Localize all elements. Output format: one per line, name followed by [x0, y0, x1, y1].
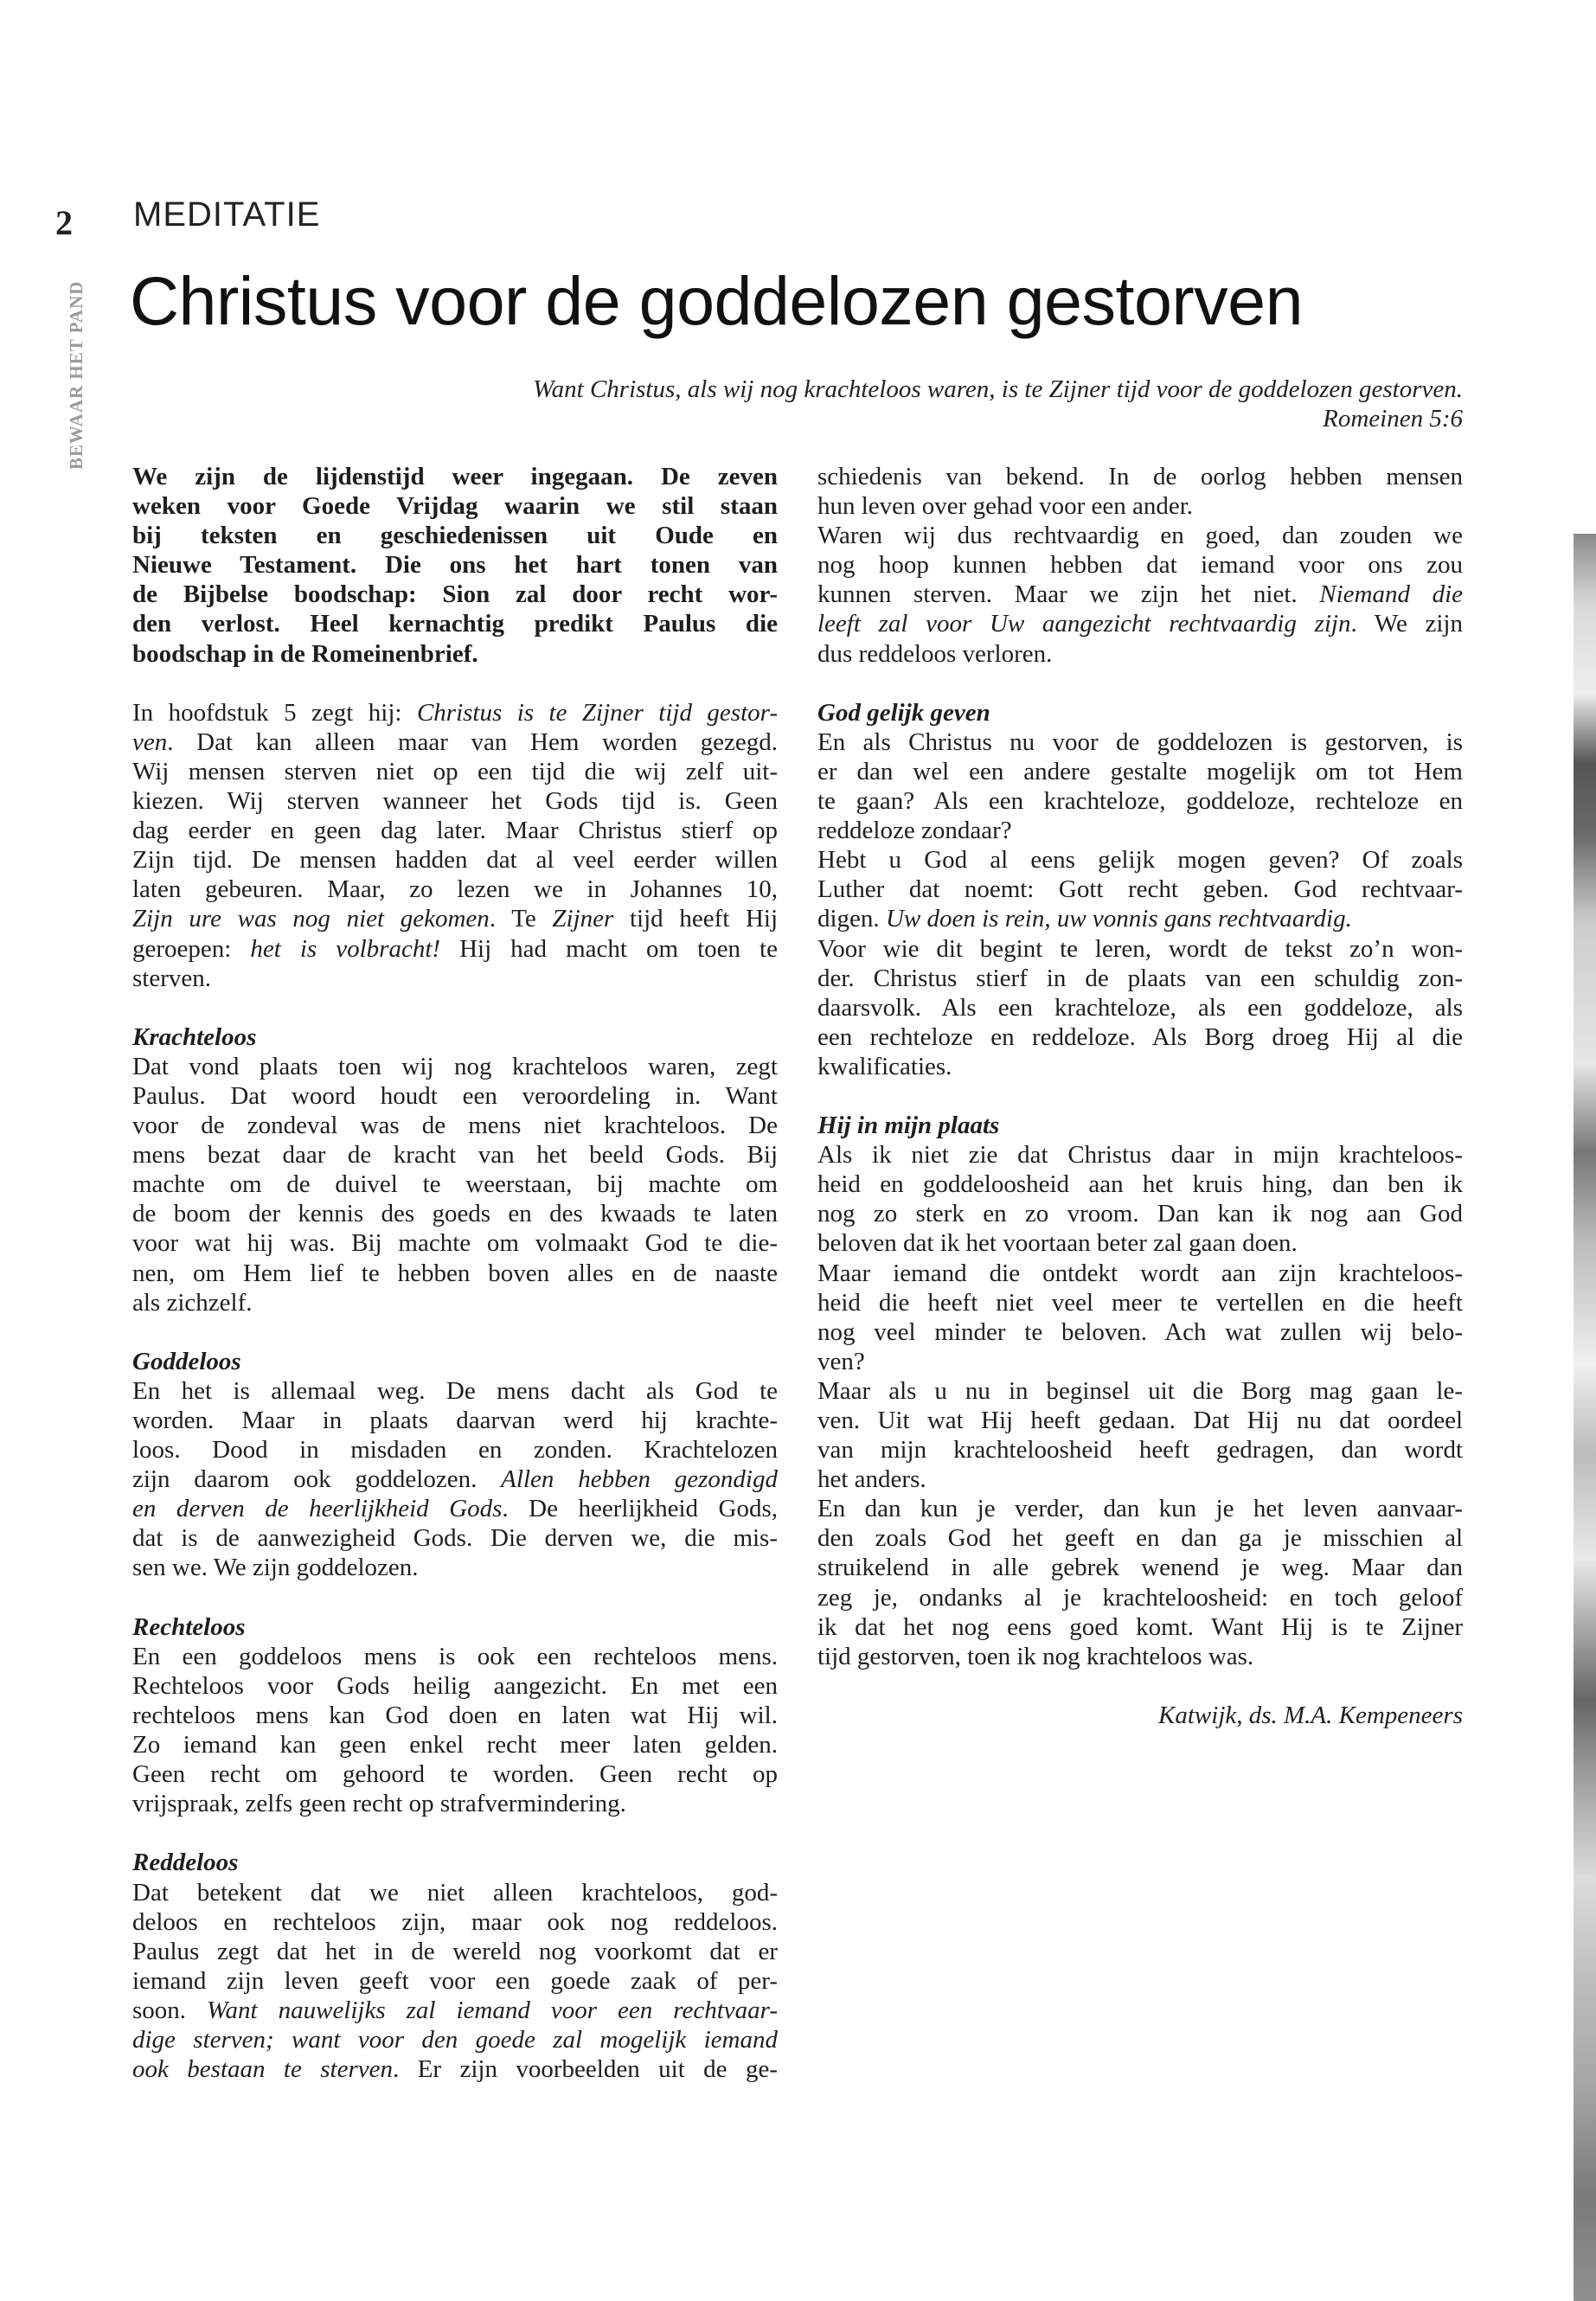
lead-paragraph [132, 462, 778, 669]
text-line: daarsvolk. Als een krachteloze, als een goddeloze, als [817, 993, 1463, 1022]
text-line: Zijn tijd. De mensen hadden dat al veel eerder willen [132, 846, 778, 875]
text-line: Geen recht om gehoord te worden. Geen recht op [132, 1760, 778, 1789]
text-line: weken voor Goede Vrijdag waarin we stil staan [132, 492, 778, 521]
text-line: den zoals God het geeft en dan ga je misschien al [817, 1524, 1463, 1553]
italic-quote: Want nauwelijks zal iemand voor een rechtvaar- [207, 1996, 778, 2024]
text-line [132, 2025, 778, 2054]
text-line: ven. Uit wat Hij heeft gedaan. Dat Hij nu dat oordeel [817, 1407, 1463, 1434]
paragraph [132, 1052, 778, 1317]
text-line [132, 727, 778, 757]
photo-edge-image [1574, 534, 1596, 2301]
text-line: als zichzelf. [132, 1288, 253, 1317]
text-line: nog veel minder te beloven. Ach wat zullen wij belo- [817, 1317, 1463, 1346]
text-line: En dan kun je verder, dan kun je het leven aanvaar- [817, 1495, 1463, 1523]
text-line: boodschap in de Romeinenbrief. [132, 639, 478, 668]
left-column [132, 462, 778, 2113]
text-line: Nieuwe Testament. Die ons het hart tonen van [132, 551, 778, 580]
paragraph [132, 698, 778, 993]
article-section [132, 1612, 778, 1819]
epigraph-reference: Romeinen 5:6 [1323, 405, 1463, 433]
text-line: kwalificaties. [817, 1052, 952, 1080]
paragraph [817, 1376, 1463, 1494]
text-line: heid en goddeloosheid aan het kruis hing, dan ben ik [817, 1170, 1463, 1199]
text-line: rechteloos mens kan God doen en laten wat Hij wil. [132, 1701, 778, 1729]
text-line: te gaan? Als een krachteloze, goddeloze, rechteloze en [817, 787, 1463, 816]
italic-quote: dige sterven; want voor den goede zal mogelijk iemand [132, 2025, 778, 2054]
paragraph [817, 727, 1463, 845]
text-line [132, 904, 778, 933]
text-line: dag eerder en geen dag later. Maar Christus stierf op [132, 817, 778, 845]
text-line [817, 904, 1463, 933]
text-line: Luther dat noemt: Gott recht geben. God rechtvaar- [817, 875, 1463, 904]
text-line: beloven dat ik het voortaan beter zal gaan doen. [817, 1229, 1298, 1258]
text-line: nen, om Hem lief te hebben boven alles en de naaste [132, 1259, 778, 1287]
text-line: van mijn krachteloosheid heeft gedragen, dan wordt [817, 1436, 1463, 1465]
text-run: digen. [817, 905, 886, 933]
text-line: machte om de duivel te weerstaan, bij machte om [132, 1170, 778, 1199]
text-line [817, 580, 1463, 609]
paragraph [817, 1494, 1463, 1671]
text-line: laten gebeuren. Maar, zo lezen we in Johannes 10, [132, 875, 778, 904]
section-heading: Krachteloos [132, 1022, 257, 1051]
text-line: ven? [817, 1347, 865, 1375]
text-line: mens bezat daar de kracht van het beeld Gods. Bij [132, 1141, 778, 1170]
article-section [132, 698, 778, 993]
text-line: zeg je, ondanks al je krachteloosheid: en toch geloof [817, 1583, 1463, 1612]
text-line: Dat vond plaats toen wij nog krachteloos waren, zegt [132, 1052, 778, 1080]
article-section [132, 1347, 778, 1583]
text-run: soon. [132, 1996, 208, 2024]
text-run: . Te [489, 905, 553, 933]
italic-quote: en derven de heerlijkheid Gods [132, 1495, 503, 1523]
paragraph [817, 1140, 1463, 1258]
text-line [817, 609, 1463, 638]
text-run: In hoofdstuk 5 zegt hij: [132, 698, 417, 727]
text-line: vrijspraak, zelfs geen recht op strafvermindering. [132, 1790, 626, 1818]
text-line: sen we. We zijn goddelozen. [132, 1554, 419, 1582]
article-section [817, 462, 1463, 669]
paragraph [817, 934, 1463, 1081]
text-line: dus reddeloos verloren. [817, 639, 1053, 668]
italic-quote: Zijner [552, 905, 614, 933]
text-line: reddeloze zondaar? [817, 817, 1012, 845]
text-run: . Er zijn voorbeelden uit de ge- [393, 2055, 779, 2084]
text-run: . De heerlijkheid Gods, [502, 1495, 778, 1523]
text-line: een rechteloze en reddeloze. Als Borg droeg Hij al die [817, 1022, 1463, 1051]
text-line: voor de zondeval was de mens niet krachteloos. De [132, 1112, 778, 1140]
text-line: Maar als u nu in beginsel uit die Borg mag gaan le- [817, 1376, 1463, 1405]
paragraph [132, 1642, 778, 1819]
section-label: MEDITATIE [133, 195, 321, 234]
text-line: worden. Maar in plaats daarvan werd hij krachte- [132, 1407, 778, 1434]
text-line: de Bijbelse boodschap: Sion zal door recht wor- [132, 580, 778, 609]
text-line: deloos en rechteloos zijn, maar ook nog reddeloos. [132, 1907, 778, 1936]
text-line [132, 2054, 778, 2084]
text-line: Waren wij dus rechtvaardig en goed, dan zouden we [817, 522, 1463, 550]
text-line: der. Christus stierf in de plaats van een schuldig zon- [817, 964, 1463, 992]
section-heading: Rechteloos [132, 1612, 246, 1641]
text-line: struikelend in alle gebrek wenend je weg. Maar dan [817, 1554, 1463, 1582]
text-line: ik dat het nog eens goed komt. Want Hij is te Zijner [817, 1612, 1463, 1641]
text-line: Als ik niet zie dat Christus daar in mijn krachteloos- [817, 1141, 1463, 1170]
section-heading: Goddeloos [132, 1347, 241, 1375]
text-line: Voor wie dit begint te leren, wordt de tekst zo’n won- [817, 934, 1463, 963]
epigraph [252, 375, 1463, 433]
italic-quote: Niemand die [1319, 580, 1463, 609]
text-run: . We zijn [1350, 610, 1463, 638]
text-line: loos. Dood in misdaden en zonden. Krachtelozen [132, 1436, 778, 1465]
right-column [817, 462, 1463, 1730]
italic-quote: ven [132, 727, 168, 756]
text-line: We zijn de lijdenstijd weer ingegaan. De zeven [132, 463, 778, 490]
italic-quote: leeft zal voor Uw aangezicht rechtvaardig zijn [817, 610, 1351, 638]
text-line: Dat betekent dat we niet alleen krachteloos, god- [132, 1878, 778, 1907]
text-line: Wij mensen sterven niet op een tijd die wij zelf uit- [132, 757, 778, 785]
article-section [817, 698, 1463, 1081]
text-line: voor wat hij was. Bij machte om volmaakt God te die- [132, 1229, 778, 1258]
text-line: er dan wel een andere gestalte mogelijk om tot Hem [817, 757, 1463, 785]
article-section [817, 1111, 1463, 1671]
text-line: Paulus. Dat woord houdt een veroordeling in. Want [132, 1081, 778, 1110]
page-number: 2 [55, 203, 73, 242]
italic-quote: Allen hebben gezondigd [501, 1465, 778, 1494]
text-run: . Dat kan alleen maar van Hem worden gezegd. [167, 727, 778, 756]
text-line: Paulus zegt dat het in de wereld nog voorkomt dat er [132, 1937, 778, 1965]
text-run: zijn daarom ook goddelozen. [132, 1465, 502, 1494]
article-title: Christus voor de goddelozen gestorven [130, 262, 1304, 339]
paragraph [132, 1878, 778, 2085]
text-line [132, 1996, 778, 2025]
text-line: tijd gestorven, toen ik nog krachteloos was. [817, 1642, 1254, 1670]
text-line: nog hoop kunnen hebben dat iemand voor ons zou [817, 551, 1463, 580]
epigraph-text: Want Christus, als wij nog krachteloos waren, is te Zijner tijd voor de goddelozen gestorven. [533, 375, 1463, 403]
text-run: tijd heeft Hij [613, 905, 778, 933]
text-line: heid die heeft niet veel meer te vertellen en die heeft [817, 1288, 1463, 1317]
text-line: schiedenis van bekend. In de oorlog hebben mensen [817, 463, 1463, 490]
text-line: En als Christus nu voor de goddelozen is gestorven, is [817, 727, 1463, 756]
italic-quote: Christus is te Zijner tijd gestor- [416, 698, 778, 727]
article-section [132, 1848, 778, 2084]
text-line [132, 1494, 778, 1523]
text-run: kunnen sterven. Maar we zijn het niet. [817, 580, 1320, 609]
italic-quote: Zijn ure was nog niet gekomen [132, 905, 490, 933]
sidebar-running-title: BEWAAR HET PAND [66, 280, 87, 470]
text-line: nog zo sterk en zo vroom. Dan kan ik nog aan God [817, 1200, 1463, 1228]
text-line: sterven. [132, 964, 211, 992]
text-line: de boom der kennis des goeds en des kwaads te laten [132, 1200, 778, 1228]
text-line: het anders. [817, 1465, 926, 1494]
text-line: Rechteloos voor Gods heilig aangezicht. En met een [132, 1671, 778, 1700]
text-run: Hij had macht om toen te [440, 934, 778, 963]
italic-quote: Uw doen is rein, uw vonnis gans rechtvaardig. [885, 905, 1352, 933]
text-line: En het is allemaal weg. De mens dacht als God te [132, 1376, 778, 1405]
text-line: bij teksten en geschiedenissen uit Oude en [132, 522, 778, 550]
article-section [132, 1022, 778, 1317]
paragraph [132, 1376, 778, 1583]
author-signature: Katwijk, ds. M.A. Kempeneers [1158, 1701, 1463, 1729]
text-line: dat is de aanwezigheid Gods. Die derven we, die mis- [132, 1524, 778, 1553]
text-line: den verlost. Heel kernachtig predikt Paulus die [132, 610, 778, 638]
text-line: iemand zijn leven geeft voor een goede zaak of per- [132, 1966, 778, 1995]
text-line: hun leven over gehad voor een ander. [817, 492, 1194, 521]
section-heading: Hij in mijn plaats [817, 1112, 1000, 1140]
paragraph [817, 845, 1463, 933]
text-line [132, 1465, 778, 1494]
text-line: Maar iemand die ontdekt wordt aan zijn krachteloos- [817, 1259, 1463, 1287]
paragraph [817, 462, 1463, 521]
paragraph [817, 521, 1463, 668]
text-line [132, 934, 778, 964]
italic-quote: het is volbracht! [250, 934, 441, 963]
text-line: kiezen. Wij sterven wanneer het Gods tijd is. Geen [132, 787, 778, 816]
section-heading: Reddeloos [132, 1849, 239, 1877]
paragraph [132, 462, 778, 669]
text-line [132, 698, 778, 727]
section-heading: God gelijk geven [817, 698, 990, 727]
text-line: En een goddeloos mens is ook een rechteloos mens. [132, 1642, 778, 1670]
text-run: geroepen: [132, 934, 251, 963]
text-line: Zo iemand kan geen enkel recht meer laten gelden. [132, 1731, 778, 1759]
text-line: Hebt u God al eens gelijk mogen geven? Of zoals [817, 846, 1463, 875]
italic-quote: ook bestaan te sterven [132, 2055, 394, 2084]
paragraph [817, 1259, 1463, 1376]
